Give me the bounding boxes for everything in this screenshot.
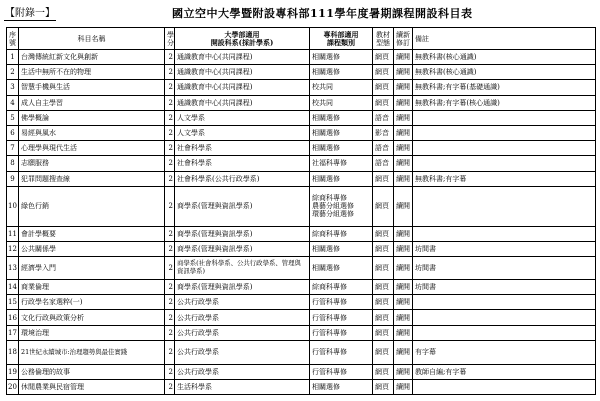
cell-college: 行管科專修 [310,340,373,364]
cell-name: 環境治理 [19,325,165,340]
header-revised: 續新修訂 [394,28,413,50]
cell-name: 志願服務 [19,156,165,171]
cell-name: 行政學名家選粹(一) [19,295,165,310]
cell-material: 網頁 [373,280,394,295]
header-college: 專科部適用 課程類別 [310,28,373,50]
cell-credits: 2 [165,380,175,395]
cell-name: 成人自主學習 [19,95,165,110]
table-row [7,226,596,241]
cell-college: 校共同 [310,95,373,110]
cell-college: 行管科專修 [310,295,373,310]
table-row [7,280,596,295]
cell-material: 語音 [373,156,394,171]
cell-material: 網頁 [373,80,394,95]
cell-revised: 續開 [394,257,413,280]
cell-seq: 7 [7,141,19,156]
table-row [7,340,596,364]
cell-credits: 2 [165,226,175,241]
cell-seq: 9 [7,171,19,186]
cell-credits: 2 [165,156,175,171]
table-row [7,241,596,256]
cell-name: 會計學概要 [19,226,165,241]
table-row [7,95,596,110]
cell-college: 行管科專修 [310,364,373,379]
cell-remark [413,110,596,125]
cell-univ: 社會科學系 [175,141,310,156]
cell-univ: 通識教育中心(共同課程) [175,65,310,80]
header-remark: 備註 [413,28,596,50]
cell-revised: 續開 [394,280,413,295]
course-table [6,27,596,395]
cell-seq: 8 [7,156,19,171]
table-row [7,186,596,226]
cell-revised: 續開 [394,141,413,156]
cell-univ: 人文學系 [175,125,310,140]
cell-credits: 2 [165,141,175,156]
cell-univ: 社會科學系 [175,156,310,171]
table-row [7,65,596,80]
cell-material: 語音 [373,110,394,125]
cell-name: 台灣傳統紅新文化與創新 [19,50,165,65]
cell-revised: 續開 [394,226,413,241]
cell-seq: 13 [7,257,19,280]
cell-name: 生活中無所不在的物理 [19,65,165,80]
cell-credits: 2 [165,125,175,140]
cell-material: 網頁 [373,380,394,395]
cell-name: 文化行政與政策分析 [19,310,165,325]
cell-seq: 10 [7,186,19,226]
cell-seq: 17 [7,325,19,340]
table-row [7,325,596,340]
cell-material: 網頁 [373,310,394,325]
cell-name: 經濟學入門 [19,257,165,280]
cell-univ: 商學系(管理與資訊學系) [175,241,310,256]
attachment-label: 【附錄一】 [5,8,55,19]
cell-material: 網頁 [373,226,394,241]
cell-seq: 20 [7,380,19,395]
cell-seq: 15 [7,295,19,310]
cell-material: 網頁 [373,364,394,379]
cell-college: 綜商科專修 [310,280,373,295]
cell-revised: 續開 [394,310,413,325]
cell-remark: 教師自編;有字幕 [413,364,596,379]
cell-credits: 2 [165,110,175,125]
cell-college: 相關選修 [310,141,373,156]
table-row [7,141,596,156]
table-row [7,171,596,186]
cell-credits: 2 [165,280,175,295]
cell-college: 綜商科專修 [310,226,373,241]
cell-univ: 商學系(管理與資訊學系) [175,280,310,295]
cell-seq: 12 [7,241,19,256]
table-row [7,295,596,310]
cell-name: 佛學概論 [19,110,165,125]
cell-name: 休閒農業與民宿管理 [19,380,165,395]
cell-revised: 續開 [394,186,413,226]
cell-univ: 通識教育中心(共同課程) [175,80,310,95]
cell-name: 公共關係學 [19,241,165,256]
cell-revised: 續開 [394,364,413,379]
cell-remark: 無教科書(核心通識) [413,65,596,80]
cell-revised: 續開 [394,171,413,186]
cell-credits: 2 [165,186,175,226]
cell-name: 智慧手機與生活 [19,80,165,95]
cell-revised: 續開 [394,110,413,125]
cell-college: 相關選修 [310,125,373,140]
table-row [7,110,596,125]
cell-college: 相關選修 [310,171,373,186]
cell-revised: 續開 [394,65,413,80]
cell-credits: 2 [165,50,175,65]
cell-seq: 19 [7,364,19,379]
cell-remark [413,295,596,310]
cell-remark: 無教科書(核心通識) [413,50,596,65]
cell-univ: 公共行政學系 [175,364,310,379]
table-header-row [7,28,596,50]
cell-credits: 2 [165,241,175,256]
header-credits: 學分 [165,28,175,50]
cell-material: 網頁 [373,50,394,65]
cell-material: 網頁 [373,186,394,226]
cell-credits: 2 [165,325,175,340]
cell-credits: 2 [165,257,175,280]
cell-univ: 生活科學系 [175,380,310,395]
cell-remark [413,186,596,226]
cell-seq: 2 [7,65,19,80]
cell-college: 相關選修 [310,241,373,256]
cell-college: 相關選修 [310,110,373,125]
cell-seq: 18 [7,340,19,364]
cell-credits: 2 [165,95,175,110]
cell-seq: 14 [7,280,19,295]
cell-college: 行管科專修 [310,310,373,325]
cell-credits: 2 [165,295,175,310]
cell-credits: 2 [165,65,175,80]
cell-remark: 無教科書;有字幕(基礎通識) [413,80,596,95]
cell-remark [413,310,596,325]
cell-college: 社福科專修 [310,156,373,171]
cell-credits: 2 [165,171,175,186]
cell-college: 相關選修 [310,380,373,395]
table-row [7,380,596,395]
cell-remark: 坊間書 [413,280,596,295]
cell-univ: 公共行政學系 [175,340,310,364]
cell-material: 語音 [373,141,394,156]
cell-material: 影音 [373,125,394,140]
cell-revised: 續開 [394,50,413,65]
table-row [7,156,596,171]
cell-revised: 續開 [394,125,413,140]
cell-material: 網頁 [373,295,394,310]
cell-revised: 續開 [394,80,413,95]
cell-college: 相關選修 [310,50,373,65]
cell-univ: 商學系(社會科學系、公共行政學系、管理與資訊學系) [175,257,310,280]
cell-remark: 無教科書;有字幕(核心通識) [413,95,596,110]
cell-univ: 社會科學系(公共行政學系) [175,171,310,186]
cell-univ: 通識教育中心(共同課程) [175,95,310,110]
cell-material: 網頁 [373,171,394,186]
cell-remark: 無教科書;有字幕 [413,171,596,186]
cell-name: 商業倫理 [19,280,165,295]
cell-name: 21世紀永續城市:治理趨勢與最佳實踐 [19,340,165,364]
cell-credits: 2 [165,340,175,364]
cell-credits: 2 [165,310,175,325]
cell-remark: 坊間書 [413,241,596,256]
cell-univ: 公共行政學系 [175,295,310,310]
cell-univ: 商學系(管理與資訊學系) [175,186,310,226]
cell-remark [413,141,596,156]
cell-univ: 通識教育中心(共同課程) [175,50,310,65]
table-row [7,125,596,140]
cell-revised: 續開 [394,325,413,340]
cell-revised: 續開 [394,295,413,310]
header-seq: 序號 [7,28,19,50]
cell-college: 行管科專修 [310,325,373,340]
cell-college: 相關選修 [310,65,373,80]
cell-univ: 公共行政學系 [175,310,310,325]
cell-name: 心理學與現代生活 [19,141,165,156]
cell-seq: 5 [7,110,19,125]
cell-univ: 人文學系 [175,110,310,125]
header-material: 教材型態 [373,28,394,50]
cell-college: 綜商科專修 農藝分組選修 環藝分組選修 [310,186,373,226]
cell-revised: 續開 [394,340,413,364]
cell-seq: 11 [7,226,19,241]
cell-material: 網頁 [373,325,394,340]
cell-name: 公務倫理的故事 [19,364,165,379]
cell-credits: 2 [165,80,175,95]
cell-remark: 有字幕 [413,340,596,364]
cell-seq: 16 [7,310,19,325]
header-name: 科目名稱 [19,28,165,50]
cell-seq: 4 [7,95,19,110]
cell-seq: 3 [7,80,19,95]
cell-revised: 續開 [394,380,413,395]
cell-remark: 坊間書 [413,257,596,280]
cell-remark [413,125,596,140]
table-row [7,310,596,325]
cell-univ: 公共行政學系 [175,325,310,340]
cell-material: 網頁 [373,241,394,256]
cell-name: 易經與風水 [19,125,165,140]
cell-revised: 續開 [394,241,413,256]
table-row [7,257,596,280]
cell-material: 網頁 [373,257,394,280]
cell-univ: 商學系(管理與資訊學系) [175,226,310,241]
cell-seq: 1 [7,50,19,65]
table-row [7,80,596,95]
cell-college: 相關選修 [310,257,373,280]
cell-material: 網頁 [373,340,394,364]
cell-material: 網頁 [373,65,394,80]
cell-remark [413,156,596,171]
cell-revised: 續開 [394,95,413,110]
cell-material: 網頁 [373,95,394,110]
cell-credits: 2 [165,364,175,379]
cell-name: 犯罪問題搜查線 [19,171,165,186]
header-univ: 大學部適用 開設科系(採計學系) [175,28,310,50]
cell-name: 綠色行銷 [19,186,165,226]
cell-remark [413,380,596,395]
table-row [7,364,596,379]
attachment-label-text: 附錄一 [15,8,45,19]
cell-remark [413,325,596,340]
cell-college: 校共同 [310,80,373,95]
cell-seq: 6 [7,125,19,140]
table-row [7,50,596,65]
cell-remark [413,226,596,241]
page-title: 國立空中大學暨附設專科部111學年度暑期課程開設科目表 [172,7,473,20]
cell-revised: 續開 [394,156,413,171]
